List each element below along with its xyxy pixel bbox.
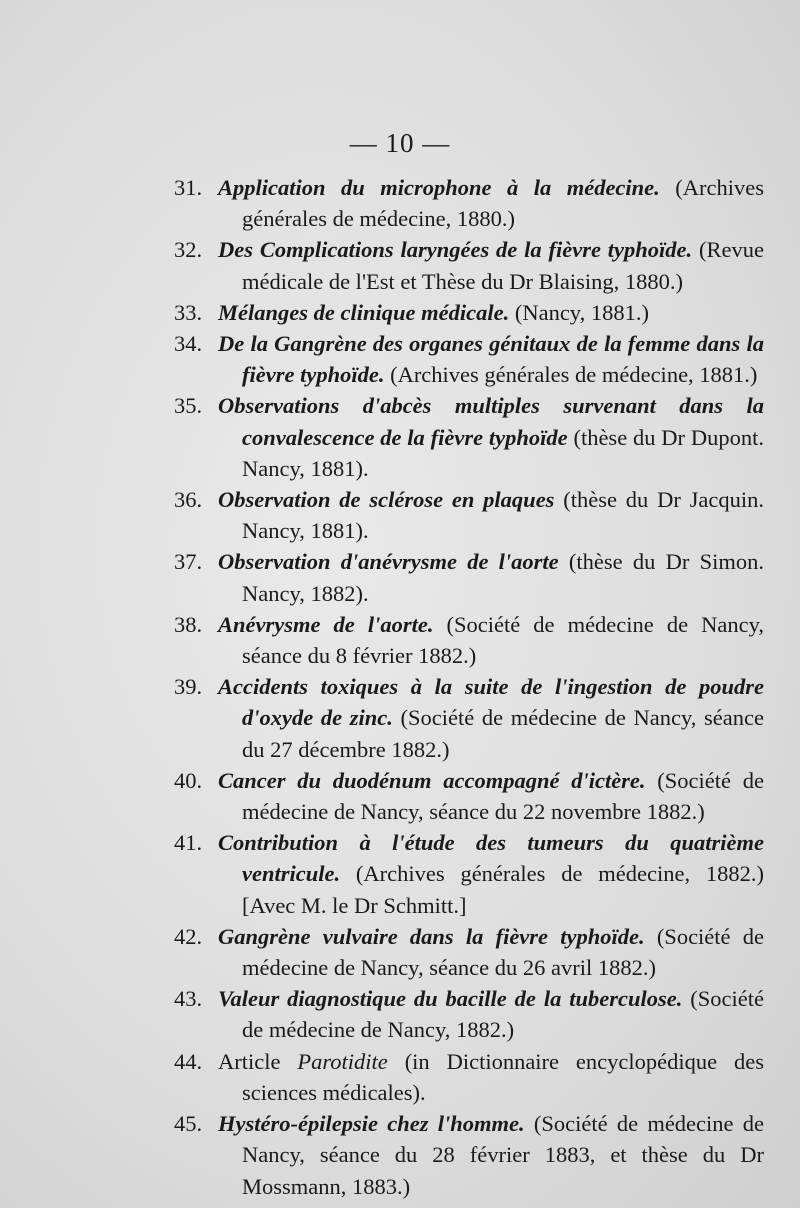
list-item bbox=[174, 484, 764, 546]
entry-details: (thèse du Dr Jacquin. Nancy, 1881). bbox=[242, 487, 764, 544]
entry-title: Gangrène vulvaire dans la fièvre typhoïde. bbox=[218, 923, 645, 949]
entry-details: (Archives générales de médecine, 1882.) [Avec M. le Dr Schmitt.] bbox=[242, 861, 764, 918]
entry-details: (Nancy, 1881.) bbox=[509, 299, 649, 325]
entry-details: (Revue médicale de l'Est et Thèse du Dr Blaising, 1880.) bbox=[242, 237, 764, 294]
entry-details: (thèse du Dr Simon. Nancy, 1882). bbox=[242, 549, 764, 606]
list-item bbox=[174, 765, 764, 827]
list-item bbox=[174, 1046, 764, 1108]
entry-number: 34. bbox=[174, 331, 203, 357]
entry-details: (Société de médecine de Nancy, séance du 27 décembre 1882.) bbox=[242, 705, 764, 762]
list-item bbox=[174, 671, 764, 765]
entry-details: (Archives générales de médecine, 1881.) bbox=[384, 362, 758, 388]
list-item bbox=[174, 328, 764, 390]
list-item bbox=[174, 921, 764, 983]
list-item bbox=[174, 609, 764, 671]
entry-title: Application du microphone à la médecine. bbox=[218, 175, 660, 200]
entry-number: 37. bbox=[174, 549, 203, 575]
entry-title: Anévrysme de l'aorte. bbox=[218, 611, 434, 637]
entry-number: 31. bbox=[174, 175, 203, 200]
page-number: — 10 — bbox=[349, 128, 451, 158]
list-item bbox=[174, 983, 764, 1045]
entry-details: (Société de médecine de Nancy, séance du 26 avril 1882.) bbox=[242, 923, 764, 981]
entry-details: (Archives générales de médecine, 1880.) bbox=[242, 175, 764, 232]
entry-title: Cancer du duodénum accompagné d'ictère. bbox=[218, 767, 646, 793]
entry-number: 35. bbox=[174, 393, 203, 419]
entry-number: 36. bbox=[174, 487, 203, 513]
entry-prefix: Article bbox=[218, 1048, 298, 1074]
entry-title: Contribution à l'étude des tumeurs du quatrième ventricule. bbox=[218, 830, 764, 887]
entry-details: (Société de médecine de Nancy, séance du 28 février 1883, et thèse du Dr Mossmann, 1883.) bbox=[242, 1111, 765, 1199]
list-item bbox=[174, 1108, 764, 1202]
entry-details: (Société de médecine de Nancy, séance du 22 novembre 1882.) bbox=[242, 767, 764, 825]
entry-number: 40. bbox=[174, 767, 203, 793]
entry-number: 33. bbox=[174, 299, 203, 325]
entry-title: Observations d'abcès multiples survenant dans la convalescence de la fièvre typhoïde bbox=[218, 393, 764, 450]
entry-title: Parotidite bbox=[297, 1048, 388, 1074]
list-item bbox=[174, 172, 764, 234]
bibliography-list bbox=[174, 172, 764, 1202]
entry-title: Des Complications laryngées de la fièvre typhoïde. bbox=[218, 237, 693, 263]
entry-details: (thèse du Dr Dupont. Nancy, 1881). bbox=[242, 424, 764, 481]
entry-details: (in Dictionnaire encyclopédique des sciences médicales). bbox=[242, 1048, 764, 1105]
list-item bbox=[174, 546, 764, 608]
entry-number: 42. bbox=[174, 923, 203, 949]
entry-number: 44. bbox=[174, 1048, 203, 1074]
entry-number: 43. bbox=[174, 986, 203, 1012]
list-item bbox=[174, 234, 764, 296]
list-item bbox=[174, 827, 764, 921]
entry-title: Observation d'anévrysme de l'aorte bbox=[218, 549, 559, 575]
list-item bbox=[174, 297, 764, 328]
entry-number: 38. bbox=[174, 611, 203, 637]
entry-title: Valeur diagnostique du bacille de la tuberculose. bbox=[218, 986, 683, 1012]
entry-title: Accidents toxiques à la suite de l'ingestion de poudre d'oxyde de zinc. bbox=[218, 674, 764, 731]
entry-number: 39. bbox=[174, 674, 203, 700]
entry-title: Hystéro-épilepsie chez l'homme. bbox=[218, 1111, 525, 1137]
entry-title: De la Gangrène des organes génitaux de la femme dans la fièvre typhoïde. bbox=[218, 331, 764, 388]
entry-number: 41. bbox=[174, 830, 203, 856]
entry-title: Mélanges de clinique médicale. bbox=[218, 299, 510, 325]
list-item bbox=[174, 390, 764, 484]
entry-number: 45. bbox=[174, 1111, 203, 1137]
entry-details: (Société de médecine de Nancy, 1882.) bbox=[242, 986, 765, 1043]
entry-number: 32. bbox=[174, 237, 203, 263]
entry-details: (Société de médecine de Nancy, séance du 8 février 1882.) bbox=[242, 611, 764, 669]
entry-title: Observation de sclérose en plaques bbox=[218, 487, 555, 513]
